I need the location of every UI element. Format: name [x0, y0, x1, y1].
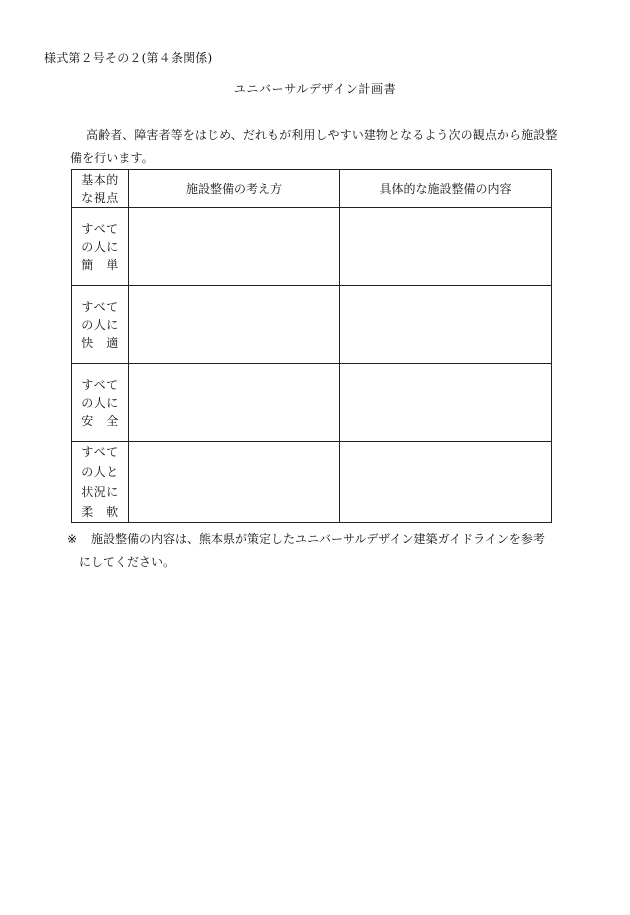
viewpoint-line: 安 全 [81, 413, 119, 428]
viewpoint-line: の人に [81, 395, 119, 410]
header-viewpoint-line-1: 基本的 [81, 172, 119, 187]
viewpoint-line: すべて [81, 299, 119, 314]
table-row [72, 286, 552, 364]
note-text-1: 施設整備の内容は、熊本県が策定したユニバーサルデザイン建築ガイドラインを参考 [91, 532, 545, 546]
viewpoint-line: すべて [81, 445, 119, 459]
details-cell[interactable] [340, 286, 552, 364]
viewpoint-cell [72, 208, 129, 286]
table-row [72, 208, 552, 286]
viewpoint-line: すべて [81, 221, 119, 236]
approach-cell[interactable] [129, 286, 340, 364]
viewpoint-line: の人に [81, 317, 119, 332]
header-details: 具体的な施設整備の内容 [340, 170, 552, 208]
details-cell[interactable] [340, 442, 552, 523]
document-title: ユニバーサルデザイン計画書 [233, 82, 397, 96]
note-line-2: にしてください。 [79, 555, 176, 569]
table-row [72, 364, 552, 442]
viewpoint-cell [72, 442, 129, 523]
header-viewpoint [72, 170, 129, 208]
details-cell[interactable] [340, 364, 552, 442]
note-line-1 [67, 528, 557, 551]
reference-note [67, 528, 557, 574]
details-cell[interactable] [340, 208, 552, 286]
viewpoint-line: 簡 単 [81, 257, 119, 272]
table-row [72, 442, 552, 523]
viewpoint-line: の人に [81, 239, 119, 254]
viewpoint-line: 状況に [81, 485, 119, 499]
viewpoint-line: すべて [81, 377, 119, 392]
viewpoint-line: 柔 軟 [81, 505, 119, 519]
viewpoint-cell [72, 364, 129, 442]
note-mark: ※ [67, 532, 78, 546]
intro-paragraph [70, 124, 556, 170]
approach-cell[interactable] [129, 364, 340, 442]
header-approach: 施設整備の考え方 [129, 170, 340, 208]
form-number: 様式第２号その２(第４条関係) [44, 51, 213, 65]
table-header-row [72, 170, 552, 208]
header-viewpoint-line-2: な視点 [81, 190, 119, 205]
design-plan-table [71, 169, 552, 523]
viewpoint-line: 快 適 [81, 335, 119, 350]
viewpoint-cell [72, 286, 129, 364]
intro-line-1: 高齢者、障害者等をはじめ、だれもが利用しやすい建物となるよう次の観点から施設整 [86, 128, 558, 142]
intro-line-2: 備を行います。 [70, 151, 154, 165]
viewpoint-line: の人と [81, 465, 119, 479]
approach-cell[interactable] [129, 208, 340, 286]
approach-cell[interactable] [129, 442, 340, 523]
